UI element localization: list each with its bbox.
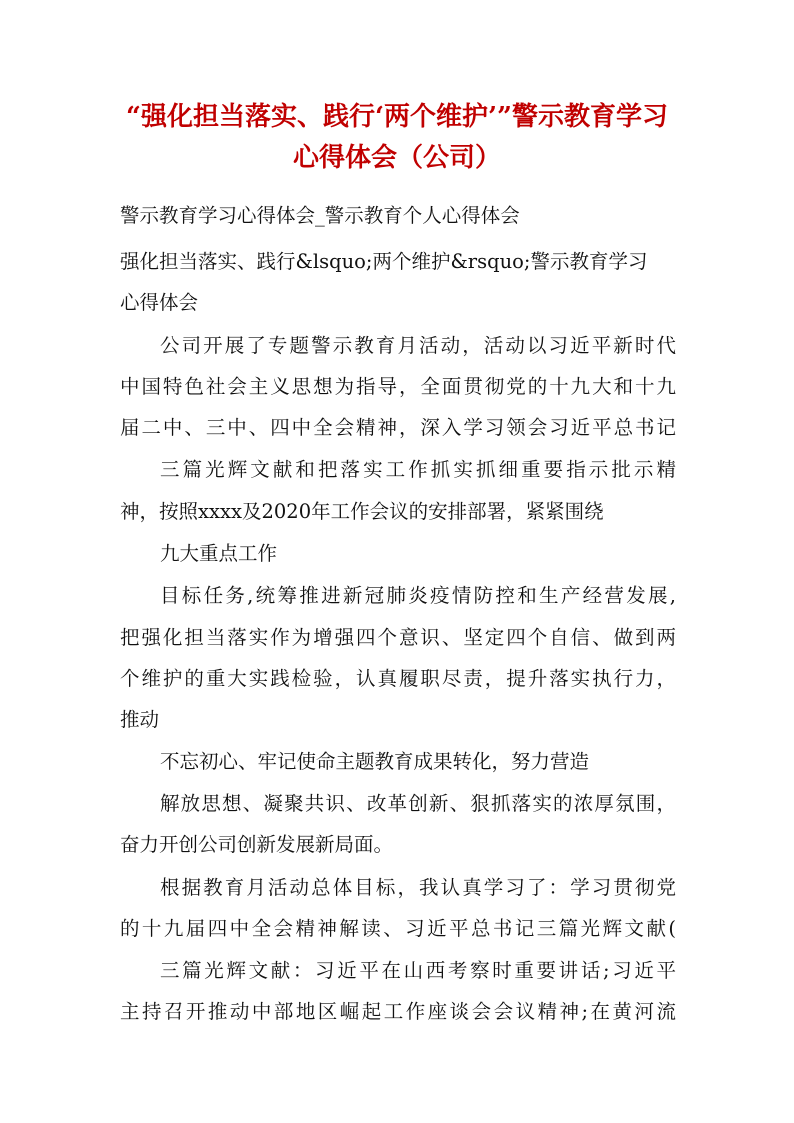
body-line: 目标任务,统筹推进新冠肺炎疫情防控和生产经营发展, [160, 584, 676, 607]
body-line: 届二中、三中、四中全会精神，深入学习领会习近平总书记 [120, 416, 676, 439]
document-heading-line-1: 强化担当落实、践行&lsquo;两个维护&rsquo;警示教育学习 [120, 250, 648, 273]
document-subtitle: 警示教育学习心得体会_警示教育个人心得体会 [120, 204, 520, 227]
body-line: 把强化担当落实作为增强四个意识、坚定四个自信、做到两 [120, 626, 676, 649]
document-title-line-2: 心得体会（公司） [292, 143, 501, 173]
body-line: 公司开展了专题警示教育月活动，活动以习近平新时代 [160, 334, 676, 357]
body-line: 不忘初心、牢记使命主题教育成果转化，努力营造 [160, 750, 590, 773]
body-line: 个维护的重大实践检验，认真履职尽责，提升落实执行力， [120, 667, 676, 690]
body-line: 根据教育月活动总体目标，我认真学习了：学习贯彻党 [160, 876, 676, 899]
body-line: 神，按照xxxx及2020年工作会议的安排部署，紧紧围绕 [120, 500, 604, 523]
document-title-line-1: “强化担当落实、践行‘两个维护’”警示教育学习 [125, 102, 668, 132]
body-line: 解放思想、凝聚共识、改革创新、狠抓落实的浓厚氛围， [160, 792, 676, 815]
body-line: 的十九届四中全会精神解读、习近平总书记三篇光辉文献( [120, 917, 676, 940]
body-line: 主持召开推动中部地区崛起工作座谈会会议精神;在黄河流 [120, 1000, 676, 1023]
body-line: 中国特色社会主义思想为指导，全面贯彻党的十九大和十九 [120, 375, 676, 398]
body-line: 九大重点工作 [160, 542, 278, 565]
document-heading-line-2: 心得体会 [120, 291, 199, 314]
body-line: 三篇光辉文献：习近平在山西考察时重要讲话;习近平 [160, 959, 676, 982]
body-line: 三篇光辉文献和把落实工作抓实抓细重要指示批示精 [160, 458, 676, 481]
body-line: 奋力开创公司创新发展新局面。 [120, 833, 394, 856]
body-line: 推动 [120, 708, 160, 731]
